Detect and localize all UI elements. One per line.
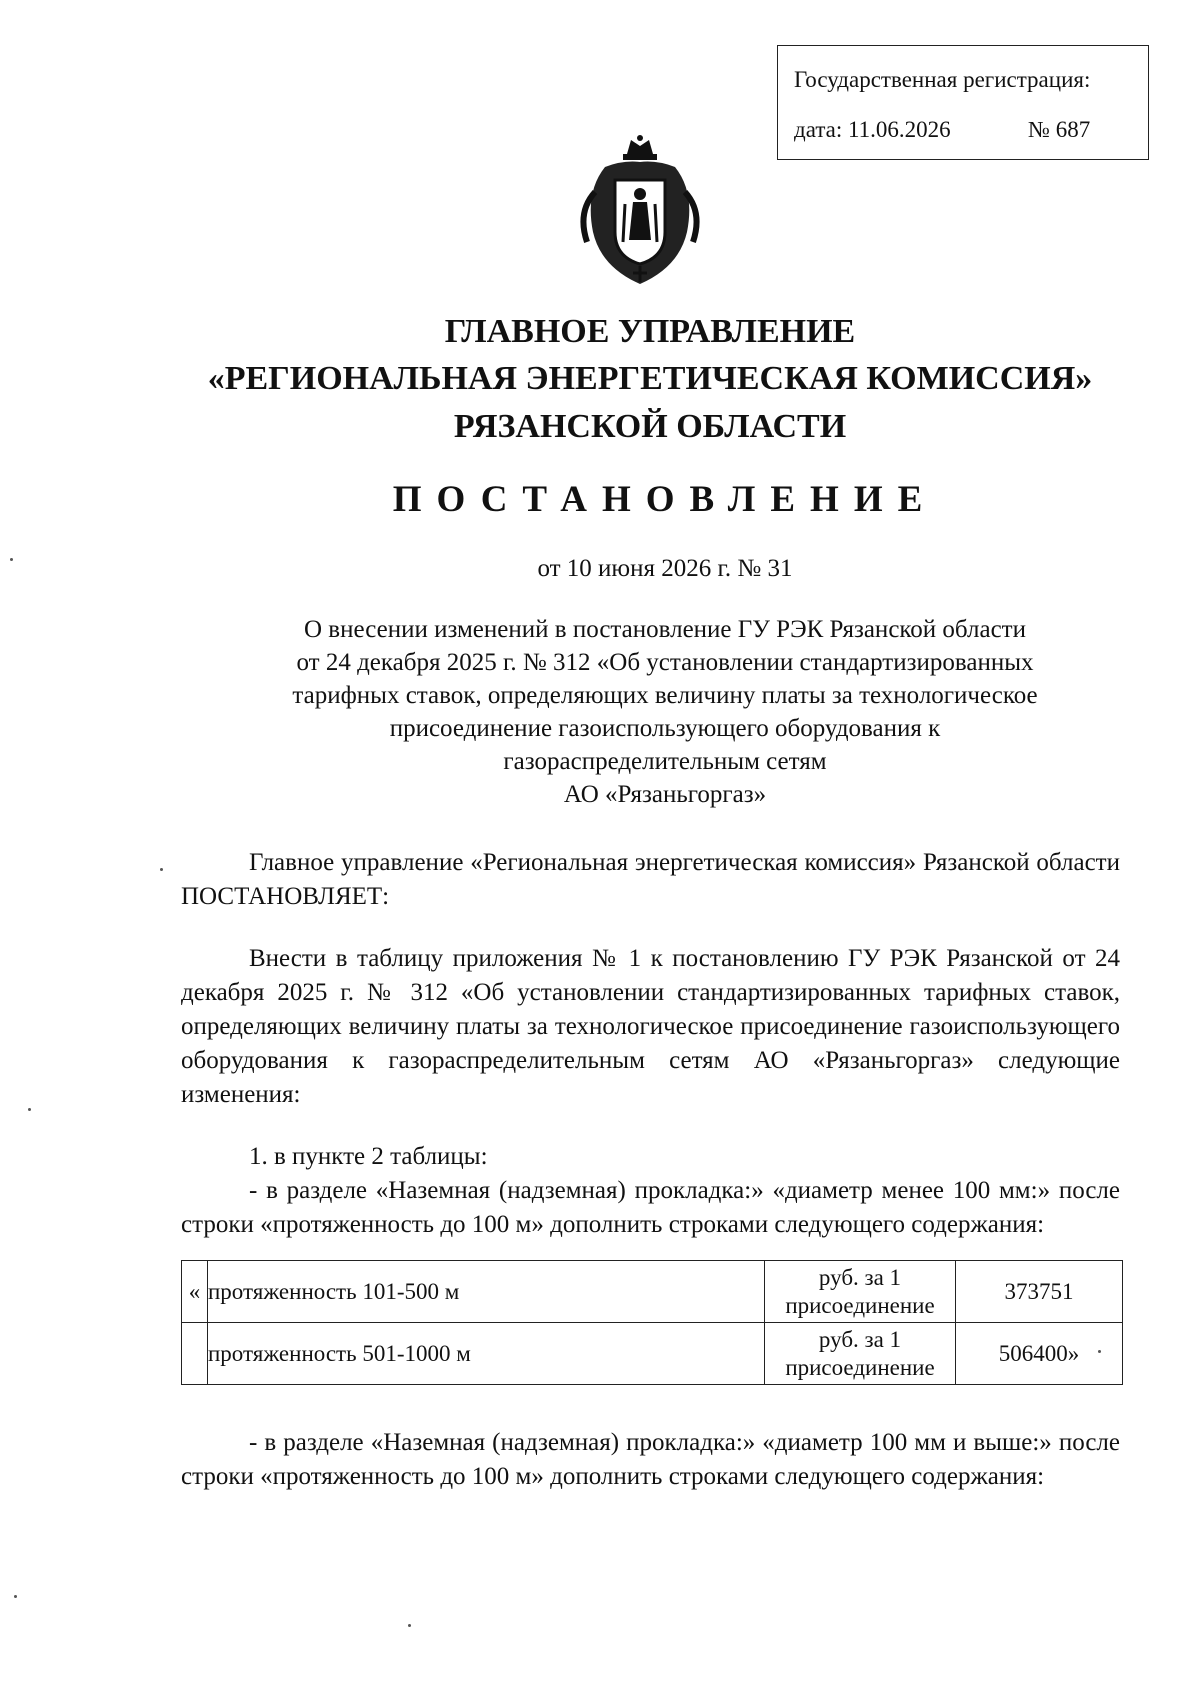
item-1-text: - в разделе «Наземная (надземная) прокладка:» «диаметр менее 100 мм:» после строки «протяженность до 100 м» дополнить строками следующего содержания: — [181, 1177, 1120, 1238]
subject-line: тарифных ставок, определяющих величину платы за технологическое — [292, 682, 1038, 709]
coat-of-arms-icon — [565, 132, 715, 290]
scan-speck — [14, 1595, 17, 1598]
scan-speck — [28, 1108, 31, 1111]
document-type: ПОСТАНОВЛЕНИЕ — [392, 479, 938, 520]
row-description: протяженность 101-500 м — [208, 1261, 765, 1323]
row-unit: руб. за 1 присоединение — [765, 1323, 956, 1385]
registration-date: дата: 11.06.2026 — [794, 117, 951, 142]
header-line-2: «РЕГИОНАЛЬНАЯ ЭНЕРГЕТИЧЕСКАЯ КОМИССИЯ» — [207, 360, 1093, 397]
scan-speck — [160, 868, 163, 871]
registration-stamp — [777, 45, 1149, 160]
item-2-text: - в разделе «Наземная (надземная) прокладка:» «диаметр 100 мм и выше:» после строки «протяженность до 100 м» дополнить строками следующего содержания: — [181, 1429, 1120, 1490]
subject-line: от 24 декабря 2025 г. № 312 «Об установлении стандартизированных — [296, 649, 1034, 676]
document-date: от 10 июня 2026 г. № 31 — [537, 555, 793, 582]
preamble — [181, 846, 1120, 914]
table-row — [182, 1323, 1123, 1385]
quote-mark: « — [182, 1261, 208, 1323]
subject-line: АО «Рязаньгоргаз» — [563, 781, 767, 808]
table-row — [182, 1261, 1123, 1323]
preamble-text: Главное управление «Региональная энергетическая комиссия» Рязанской области ПОСТАНОВЛЯЕТ: — [181, 849, 1120, 910]
row-unit: руб. за 1 присоединение — [765, 1261, 956, 1323]
header-line-3: РЯЗАНСКОЙ ОБЛАСТИ — [453, 408, 847, 445]
item-1-heading: 1. в пункте 2 таблицы: — [249, 1143, 488, 1170]
registration-number: № 687 — [1028, 117, 1091, 142]
scan-speck — [10, 558, 13, 561]
row-description: протяженность 501-1000 м — [208, 1323, 765, 1385]
subject-line: присоединение газоиспользующего оборудования к — [389, 715, 941, 742]
insert-table — [181, 1260, 1123, 1385]
scan-speck — [408, 1624, 411, 1627]
instruction — [181, 942, 1120, 1112]
item-1 — [181, 1140, 1120, 1242]
registration-title: Государственная регистрация: — [794, 67, 1091, 92]
item-2 — [181, 1426, 1120, 1494]
quote-mark — [182, 1323, 208, 1385]
subject-line: О внесении изменений в постановление ГУ РЭК Рязанской области — [304, 616, 1026, 643]
row-value: 373751 — [956, 1261, 1123, 1323]
instruction-text: Внести в таблицу приложения № 1 к постановлению ГУ РЭК Рязанской от 24 декабря 2025 г. № 312 «Об установлении стандартизированных тарифных ставок, определяющих величину платы за технологическое присоединение газоиспользующего оборудования к газораспределительным сетям АО «Рязаньгоргаз» следующие изменения: — [181, 945, 1120, 1108]
subject-line: газораспределительным сетям — [503, 748, 827, 775]
header-line-1: ГЛАВНОЕ УПРАВЛЕНИЕ — [444, 313, 856, 350]
scan-speck — [1098, 1350, 1101, 1353]
row-value: 506400» — [956, 1323, 1123, 1385]
